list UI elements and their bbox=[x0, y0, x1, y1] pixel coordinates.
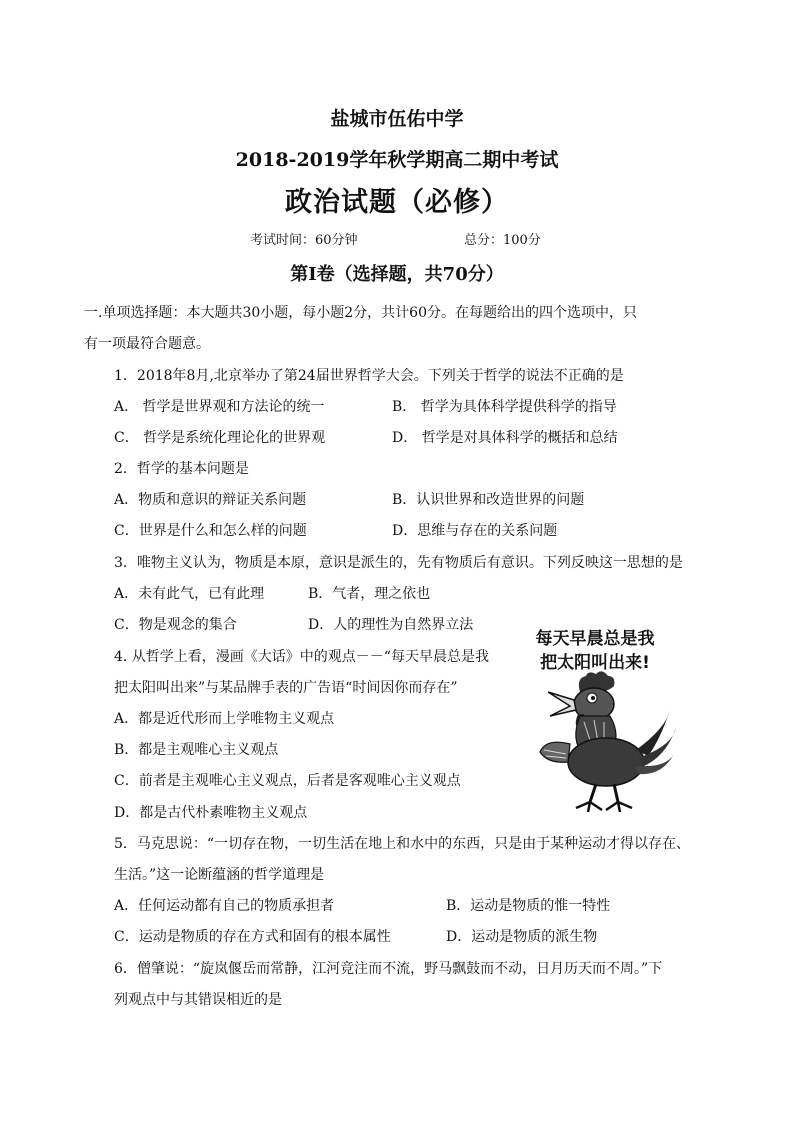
option-b: B．认识世界和改造世界的问题 bbox=[392, 492, 585, 508]
question-stem: 列观点中与其错误相近的是 bbox=[114, 992, 282, 1008]
option-a: A．都是近代形而上学唯物主义观点 bbox=[114, 711, 335, 727]
section-title: 第Ⅰ卷（选择题，共70分） bbox=[290, 264, 504, 285]
option-b: B．都是主观唯心主义观点 bbox=[114, 742, 279, 758]
option-d: D．运动是物质的派生物 bbox=[446, 929, 598, 945]
question-stem: 2．哲学的基本问题是 bbox=[114, 461, 249, 477]
question-stem: 5．马克思说：“一切存在物，一切生活在地上和水中的东西，只是由于某种运动才得以存在、 bbox=[114, 836, 691, 852]
total-score: 总分：100分 bbox=[464, 233, 541, 248]
option-a: A．物质和意识的辩证关系问题 bbox=[114, 492, 307, 508]
instruction-line: 一.单项选择题：本大题共30小题，每小题2分，共计60分。在每题给出的四个选项中，只 bbox=[84, 305, 637, 321]
option-c: C．世界是什么和怎么样的问题 bbox=[114, 523, 307, 539]
option-c: C． 哲学是系统化理论化的世界观 bbox=[114, 430, 326, 446]
option-c: C．物是观念的集合 bbox=[114, 617, 237, 633]
question-stem: 1．2018年8月,北京举办了第24届世界哲学大会。下列关于哲学的说法不正确的是 bbox=[114, 368, 624, 384]
option-d: D．思维与存在的关系问题 bbox=[392, 523, 558, 539]
question-stem: 6．僧肇说：“旋岚偃岳而常静，江河竞注而不流，野马飘鼓而不动，日月历天而不周。”下 bbox=[114, 961, 663, 977]
cartoon-caption: 每天早晨总是我 bbox=[535, 629, 655, 649]
rooster-cartoon bbox=[510, 622, 680, 814]
option-b: B． 哲学为具体科学提供科学的指导 bbox=[392, 399, 617, 415]
exam-title: 2018-2019学年秋学期高二期中考试 bbox=[235, 149, 559, 171]
option-b: B．气者，理之依也 bbox=[308, 586, 431, 602]
option-a: A． 哲学是世界观和方法论的统一 bbox=[114, 399, 325, 415]
subject-title: 政治试题（必修） bbox=[285, 187, 509, 218]
option-a: A．任何运动都有自己的物质承担者 bbox=[114, 898, 335, 914]
option-c: C．前者是主观唯心主义观点，后者是客观唯心主义观点 bbox=[114, 773, 461, 789]
option-d: D．都是古代朴素唯物主义观点 bbox=[114, 805, 308, 821]
question-stem: 4. 从哲学上看，漫画《大话》中的观点－－“每天早晨总是我 bbox=[114, 649, 489, 665]
option-b: B．运动是物质的惟一特性 bbox=[446, 898, 611, 914]
option-d: D． 哲学是对具体科学的概括和总结 bbox=[392, 430, 618, 446]
option-d: D．人的理性为自然界立法 bbox=[308, 617, 474, 633]
school-name: 盐城市伍佑中学 bbox=[330, 108, 464, 130]
option-a: A．未有此气，已有此理 bbox=[114, 586, 265, 602]
exam-time: 考试时间：60分钟 bbox=[250, 233, 358, 248]
cartoon-caption: 把太阳叫出来! bbox=[540, 653, 650, 673]
question-stem: 把太阳叫出来”与某品牌手表的广告语“时间因你而存在” bbox=[114, 680, 458, 696]
question-stem: 生活。”这一论断蕴涵的哲学道理是 bbox=[114, 867, 325, 883]
rooster-icon bbox=[510, 670, 680, 814]
instruction-line: 有一项最符合题意。 bbox=[84, 336, 210, 352]
option-c: C．运动是物质的存在方式和固有的根本属性 bbox=[114, 929, 391, 945]
question-stem: 3．唯物主义认为，物质是本原，意识是派生的，先有物质后有意识。下列反映这一思想的是 bbox=[114, 555, 683, 571]
